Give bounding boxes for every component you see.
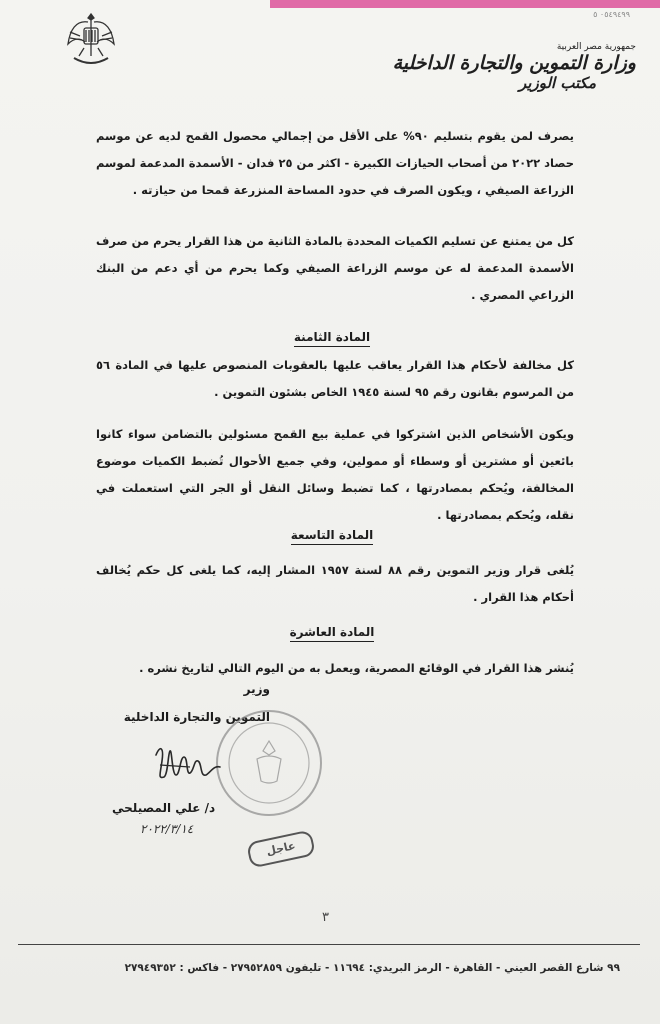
article-8-heading-text: المادة الثامنة [294,330,370,347]
ministry-name: وزارة التموين والتجارة الداخلية [392,52,636,74]
article-9-heading [272,528,392,542]
office-name: مكتب الوزير [519,74,596,92]
paragraph-repeal: يُلغى قرار وزير التموين رقم ٨٨ لسنة ١٩٥٧ المشار إليه، كما يلغى كل حكم يُخالف أحكام هذا القرار . [96,563,575,604]
corner-mark: ٠٥٤٩٤٩٩ ٥ [593,10,630,19]
signatory-name: د/ علي المصيلحي [112,801,216,815]
top-color-strip [270,0,660,8]
article-9-heading-text: المادة التاسعة [291,528,373,545]
urgent-stamp: عاجل [246,829,316,868]
paragraph-deprivation: كل من يمتنع عن تسليم الكميات المحددة بالمادة الثانية من هذا القرار يحرم من صرف الأسمدة المدعمة له عن موسم الزراعة الصيفي وكما يحرم من أي دعم من البنك الزراعي المصري . [96,234,574,302]
signature-date: ٢٠٢٢/٣/١٤ [140,822,194,836]
paragraph-fertilizer-eligibility: يصرف لمن يقوم بتسليم ٩٠% على الأقل من إجمالي محصول القمح لديه عن موسم حصاد ٢٠٢٢ من أصحاب الحيازات الكبيرة - اكثر من ٢٥ فدان - الأسمدة المدعمة لموسم الزراعة الصيفي ، ويكون الصرف في حدود المساحة المنزرعة قمحا من حيازته . [96,129,574,197]
article-10-heading [272,625,392,639]
republic-label: جمهورية مصر العربية [556,42,636,52]
minister-title: وزير [243,682,270,696]
letterhead [392,42,636,92]
paragraph-joint-liability: ويكون الأشخاص الذين اشتركوا في عملية بيع القمح مسئولين بالتضامن سواء كانوا بائعين أو مشترين أو وسطاء أو ممولين، وفي جميع الأحوال تُضبط الكميات موضوع المخالفة، ويُحكم بمصادرتها ، كما تضبط وسائل النقل أو الجر التي استعملت في نقله، ويُحكم بمصادرتها . [96,427,574,522]
paragraph-publication: يُنشر هذا القرار في الوقائع المصرية، ويعمل به من اليوم التالي لتاريخ نشره . [139,661,574,675]
handwritten-signature-icon [150,735,230,795]
paragraph-penalties: كل مخالفة لأحكام هذا القرار يعاقب عليها بالعقوبات المنصوص عليها في المادة ٥٦ من المرسوم بقانون رقم ٩٥ لسنة ١٩٤٥ الخاص بشئون التموين . [96,358,574,399]
article-8-heading [272,330,392,344]
article-10-heading-text: المادة العاشرة [290,625,375,642]
page-number: ٣ [322,910,329,925]
eagle-emblem-icon [62,8,120,72]
footer-address: ٩٩ شارع القصر العيني - القاهرة - الرمز البريدي: ١١٦٩٤ - تليفون ٢٧٩٥٢٨٥٩ - فاكس : ٢٧٩٤٩٣٥٢ [124,962,620,974]
ministry-title: التموين والتجارة الداخلية [123,710,270,724]
footer-divider [18,944,640,945]
